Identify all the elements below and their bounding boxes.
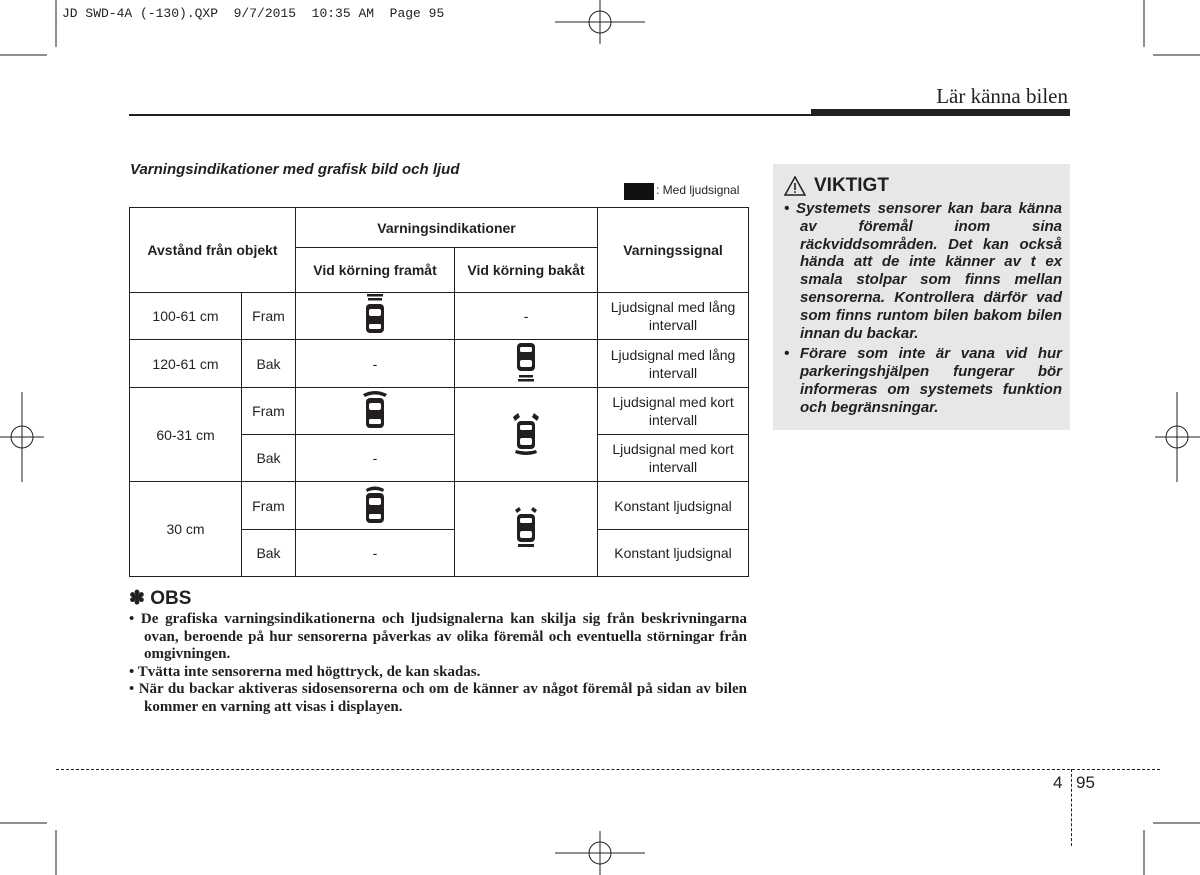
warning-indication-table	[129, 207, 749, 577]
distance-cell: 100-61 cm	[130, 293, 242, 340]
header-forward: Vid körning framåt	[296, 248, 455, 293]
registration-mark-right	[1155, 392, 1200, 482]
header-indications: Varningsindikationer	[296, 208, 598, 248]
forward-cell	[296, 482, 455, 530]
list-item: • De grafiska varningsindikationerna och ljudsignalerna kan skilja sig från beskrivningarna ovan, beroende på hur sensorerna påverkas av olika föremål och eventuella störningar från omgivningen.	[129, 611, 747, 663]
car-front-long-interval-icon	[364, 294, 386, 334]
car-rear-long-interval-icon	[515, 342, 537, 382]
registration-mark-top	[555, 0, 645, 44]
reverse-cell	[455, 340, 598, 388]
obs-bullets	[129, 611, 747, 717]
warning-triangle-icon	[784, 176, 806, 196]
header-distance: Avstånd från objekt	[130, 208, 296, 293]
important-notice-box	[773, 164, 1070, 430]
position-cell: Bak	[242, 340, 296, 388]
car-front-short-interval-icon	[361, 389, 389, 429]
list-item: • När du backar aktiveras sidosensorerna och om de känner av något föremål på sidan av bilen kommer en varning att visas i displayen.	[129, 681, 747, 715]
position-cell: Fram	[242, 482, 296, 530]
reverse-cell	[455, 482, 598, 577]
forward-cell: -	[296, 435, 455, 482]
table-row	[130, 388, 749, 435]
car-front-constant-icon	[364, 484, 386, 524]
forward-cell: -	[296, 340, 455, 388]
position-cell: Fram	[242, 388, 296, 435]
registration-mark-bottom	[555, 831, 645, 875]
distance-cell: 120-61 cm	[130, 340, 242, 388]
list-item: • Förare som inte är vana vid hur parkeringshjälpen fungerar bör informeras om systemets funktion och begränsningar.	[784, 345, 1062, 416]
signal-cell: Konstant ljudsignal	[598, 482, 749, 530]
signal-cell: Konstant ljudsignal	[598, 530, 749, 577]
chapter-number: 4	[1053, 773, 1063, 792]
position-cell: Fram	[242, 293, 296, 340]
position-cell: Bak	[242, 435, 296, 482]
important-title: VIKTIGT	[814, 175, 889, 196]
footer-page-divider	[1071, 769, 1072, 846]
header-rule-thick	[811, 109, 1070, 116]
section-title: Lär känna bilen	[936, 84, 1068, 108]
signal-cell: Ljudsignal med lång intervall	[598, 293, 749, 340]
audible-legend-swatch	[624, 183, 654, 200]
list-item: • Systemets sensorer kan bara känna av föremål inom sina räckviddsområden. Det kan också hända att de inte känner av t ex smala stolpar som finns mellan sensorerna. Kontrollera därför vad som finns runtom bilen bakom bilen innan du backar.	[784, 200, 1062, 342]
distance-cell: 60-31 cm	[130, 388, 242, 482]
important-bullets	[784, 200, 1062, 420]
signal-cell: Ljudsignal med kort intervall	[598, 388, 749, 435]
table-row	[130, 293, 749, 340]
car-side-short-interval-icon	[509, 411, 543, 455]
footer-dashed-rule	[56, 769, 1160, 770]
header-reverse: Vid körning bakåt	[455, 248, 598, 293]
forward-cell	[296, 293, 455, 340]
forward-cell: -	[296, 530, 455, 577]
header-signal: Varningssignal	[598, 208, 749, 293]
forward-cell	[296, 388, 455, 435]
reverse-cell	[455, 388, 598, 482]
position-cell: Bak	[242, 530, 296, 577]
registration-mark-left	[0, 392, 44, 482]
signal-cell: Ljudsignal med kort intervall	[598, 435, 749, 482]
table-row	[130, 482, 749, 530]
signal-cell: Ljudsignal med lång intervall	[598, 340, 749, 388]
list-item: • Tvätta inte sensorerna med högttryck, de kan skadas.	[129, 663, 481, 680]
table-row	[130, 340, 749, 388]
page-number: 95	[1076, 773, 1095, 792]
table-subtitle: Varningsindikationer med grafisk bild och ljud	[130, 161, 460, 178]
print-slug: JD SWD-4A (-130).QXP 9/7/2015 10:35 AM Page 95	[62, 6, 445, 21]
reverse-cell: -	[455, 293, 598, 340]
audible-legend-label: : Med ljudsignal	[656, 183, 740, 197]
distance-cell: 30 cm	[130, 482, 242, 577]
obs-title: ✽ OBS	[129, 588, 192, 609]
car-side-constant-icon	[511, 505, 541, 549]
